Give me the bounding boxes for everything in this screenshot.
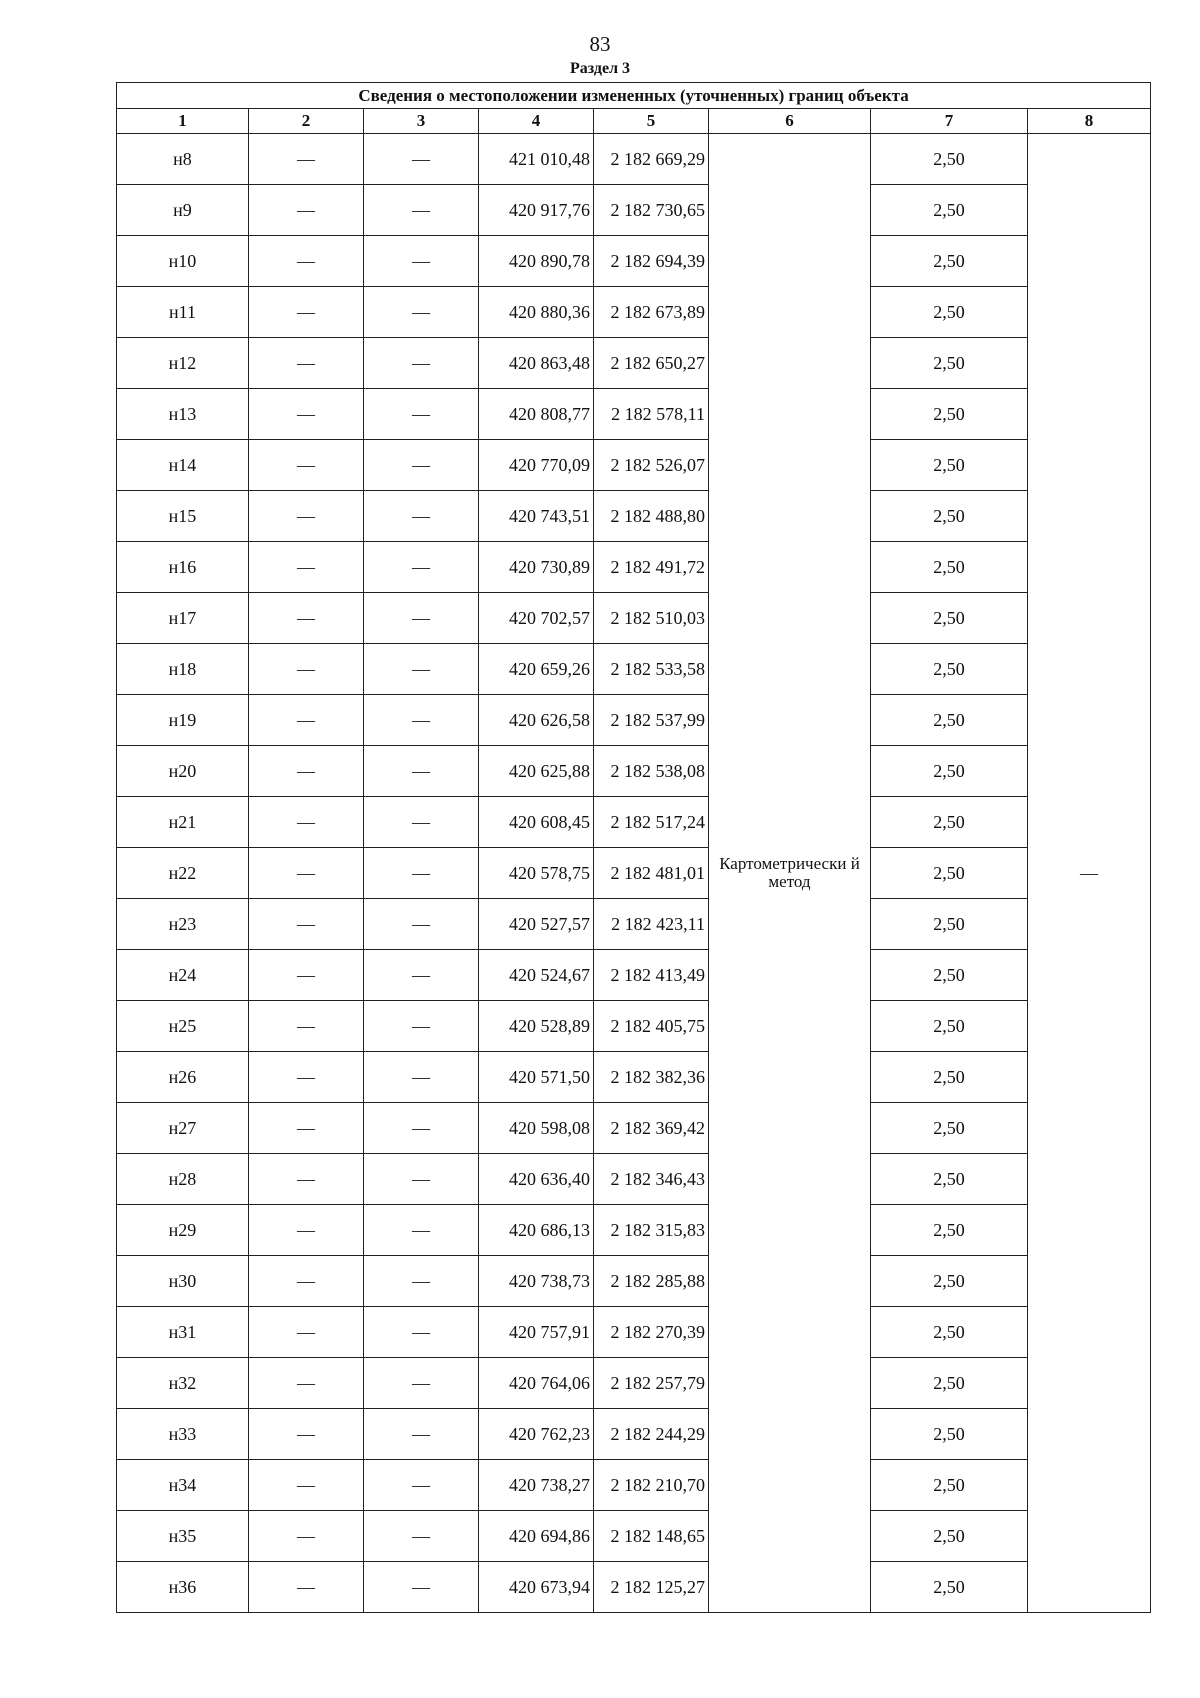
accuracy-cell: 2,50 bbox=[871, 134, 1028, 185]
coord-y-cell: 2 182 148,65 bbox=[594, 1511, 709, 1562]
point-name-cell: н8 bbox=[117, 134, 249, 185]
col2-cell: — bbox=[249, 1358, 364, 1409]
col3-cell: — bbox=[364, 134, 479, 185]
col2-cell: — bbox=[249, 899, 364, 950]
accuracy-cell: 2,50 bbox=[871, 1358, 1028, 1409]
accuracy-cell: 2,50 bbox=[871, 746, 1028, 797]
accuracy-cell: 2,50 bbox=[871, 695, 1028, 746]
col3-cell: — bbox=[364, 1205, 479, 1256]
coord-y-cell: 2 182 257,79 bbox=[594, 1358, 709, 1409]
table-row bbox=[117, 389, 1151, 440]
accuracy-cell: 2,50 bbox=[871, 440, 1028, 491]
coord-y-cell: 2 182 510,03 bbox=[594, 593, 709, 644]
col3-cell: — bbox=[364, 1052, 479, 1103]
coord-x-cell: 420 694,86 bbox=[479, 1511, 594, 1562]
col2-cell: — bbox=[249, 287, 364, 338]
coord-x-cell: 420 636,40 bbox=[479, 1154, 594, 1205]
header-cell: 7 bbox=[871, 109, 1028, 134]
point-name-cell: н20 bbox=[117, 746, 249, 797]
col2-cell: — bbox=[249, 1460, 364, 1511]
table-row bbox=[117, 1001, 1151, 1052]
coord-y-cell: 2 182 491,72 bbox=[594, 542, 709, 593]
coord-y-cell: 2 182 244,29 bbox=[594, 1409, 709, 1460]
accuracy-cell: 2,50 bbox=[871, 644, 1028, 695]
accuracy-cell: 2,50 bbox=[871, 1001, 1028, 1052]
point-name-cell: н35 bbox=[117, 1511, 249, 1562]
col2-cell: — bbox=[249, 644, 364, 695]
header-cell: 8 bbox=[1028, 109, 1151, 134]
coord-y-cell: 2 182 488,80 bbox=[594, 491, 709, 542]
table-row bbox=[117, 1154, 1151, 1205]
accuracy-cell: 2,50 bbox=[871, 1409, 1028, 1460]
point-name-cell: н9 bbox=[117, 185, 249, 236]
table-row bbox=[117, 593, 1151, 644]
col2-cell: — bbox=[249, 440, 364, 491]
col3-cell: — bbox=[364, 797, 479, 848]
point-name-cell: н25 bbox=[117, 1001, 249, 1052]
col3-cell: — bbox=[364, 389, 479, 440]
coord-y-cell: 2 182 650,27 bbox=[594, 338, 709, 389]
accuracy-cell: 2,50 bbox=[871, 1460, 1028, 1511]
accuracy-cell: 2,50 bbox=[871, 797, 1028, 848]
col2-cell: — bbox=[249, 1307, 364, 1358]
point-name-cell: н28 bbox=[117, 1154, 249, 1205]
header-cell: 3 bbox=[364, 109, 479, 134]
point-name-cell: н19 bbox=[117, 695, 249, 746]
coord-y-cell: 2 182 125,27 bbox=[594, 1562, 709, 1613]
point-name-cell: н16 bbox=[117, 542, 249, 593]
table-row bbox=[117, 1460, 1151, 1511]
coord-y-cell: 2 182 423,11 bbox=[594, 899, 709, 950]
col3-cell: — bbox=[364, 440, 479, 491]
coord-y-cell: 2 182 694,39 bbox=[594, 236, 709, 287]
coord-y-cell: 2 182 413,49 bbox=[594, 950, 709, 1001]
header-cell: 2 bbox=[249, 109, 364, 134]
coord-y-cell: 2 182 669,29 bbox=[594, 134, 709, 185]
col2-cell: — bbox=[249, 338, 364, 389]
coord-y-cell: 2 182 481,01 bbox=[594, 848, 709, 899]
table-row bbox=[117, 746, 1151, 797]
table-row bbox=[117, 848, 1151, 899]
col2-cell: — bbox=[249, 593, 364, 644]
coord-y-cell: 2 182 210,70 bbox=[594, 1460, 709, 1511]
col2-cell: — bbox=[249, 1562, 364, 1613]
col8-cell: — bbox=[1028, 134, 1151, 1613]
table-row bbox=[117, 1052, 1151, 1103]
accuracy-cell: 2,50 bbox=[871, 1103, 1028, 1154]
col3-cell: — bbox=[364, 491, 479, 542]
accuracy-cell: 2,50 bbox=[871, 950, 1028, 1001]
col3-cell: — bbox=[364, 1460, 479, 1511]
accuracy-cell: 2,50 bbox=[871, 1052, 1028, 1103]
table-row bbox=[117, 236, 1151, 287]
col3-cell: — bbox=[364, 1154, 479, 1205]
coord-x-cell: 420 626,58 bbox=[479, 695, 594, 746]
coord-y-cell: 2 182 673,89 bbox=[594, 287, 709, 338]
point-name-cell: н15 bbox=[117, 491, 249, 542]
accuracy-cell: 2,50 bbox=[871, 1154, 1028, 1205]
coord-y-cell: 2 182 285,88 bbox=[594, 1256, 709, 1307]
col3-cell: — bbox=[364, 746, 479, 797]
table-row bbox=[117, 950, 1151, 1001]
point-name-cell: н31 bbox=[117, 1307, 249, 1358]
coord-y-cell: 2 182 517,24 bbox=[594, 797, 709, 848]
point-name-cell: н36 bbox=[117, 1562, 249, 1613]
col3-cell: — bbox=[364, 1256, 479, 1307]
coord-x-cell: 420 917,76 bbox=[479, 185, 594, 236]
col3-cell: — bbox=[364, 1001, 479, 1052]
col2-cell: — bbox=[249, 746, 364, 797]
accuracy-cell: 2,50 bbox=[871, 491, 1028, 542]
table-row bbox=[117, 134, 1151, 185]
coord-y-cell: 2 182 526,07 bbox=[594, 440, 709, 491]
coord-x-cell: 420 863,48 bbox=[479, 338, 594, 389]
coord-x-cell: 420 764,06 bbox=[479, 1358, 594, 1409]
accuracy-cell: 2,50 bbox=[871, 236, 1028, 287]
table-row bbox=[117, 1256, 1151, 1307]
col3-cell: — bbox=[364, 236, 479, 287]
col3-cell: — bbox=[364, 1562, 479, 1613]
coord-x-cell: 420 524,67 bbox=[479, 950, 594, 1001]
coord-x-cell: 420 738,27 bbox=[479, 1460, 594, 1511]
col2-cell: — bbox=[249, 1052, 364, 1103]
point-name-cell: н22 bbox=[117, 848, 249, 899]
col3-cell: — bbox=[364, 287, 479, 338]
accuracy-cell: 2,50 bbox=[871, 185, 1028, 236]
col3-cell: — bbox=[364, 1103, 479, 1154]
col3-cell: — bbox=[364, 848, 479, 899]
coord-x-cell: 420 686,13 bbox=[479, 1205, 594, 1256]
coord-x-cell: 420 528,89 bbox=[479, 1001, 594, 1052]
col2-cell: — bbox=[249, 185, 364, 236]
table-row bbox=[117, 644, 1151, 695]
col3-cell: — bbox=[364, 1511, 479, 1562]
point-name-cell: н18 bbox=[117, 644, 249, 695]
method-cell: Картометрически й метод bbox=[709, 134, 871, 1613]
col3-cell: — bbox=[364, 542, 479, 593]
col3-cell: — bbox=[364, 1358, 479, 1409]
point-name-cell: н29 bbox=[117, 1205, 249, 1256]
coord-x-cell: 420 673,94 bbox=[479, 1562, 594, 1613]
col2-cell: — bbox=[249, 1103, 364, 1154]
col2-cell: — bbox=[249, 1511, 364, 1562]
coord-x-cell: 421 010,48 bbox=[479, 134, 594, 185]
point-name-cell: н10 bbox=[117, 236, 249, 287]
point-name-cell: н21 bbox=[117, 797, 249, 848]
point-name-cell: н24 bbox=[117, 950, 249, 1001]
coord-y-cell: 2 182 533,58 bbox=[594, 644, 709, 695]
col3-cell: — bbox=[364, 899, 479, 950]
accuracy-cell: 2,50 bbox=[871, 593, 1028, 644]
col2-cell: — bbox=[249, 1001, 364, 1052]
point-name-cell: н30 bbox=[117, 1256, 249, 1307]
coord-x-cell: 420 880,36 bbox=[479, 287, 594, 338]
col3-cell: — bbox=[364, 644, 479, 695]
coord-y-cell: 2 182 730,65 bbox=[594, 185, 709, 236]
accuracy-cell: 2,50 bbox=[871, 1256, 1028, 1307]
table-row bbox=[117, 1409, 1151, 1460]
accuracy-cell: 2,50 bbox=[871, 1511, 1028, 1562]
point-name-cell: н27 bbox=[117, 1103, 249, 1154]
col2-cell: — bbox=[249, 1205, 364, 1256]
coord-x-cell: 420 770,09 bbox=[479, 440, 594, 491]
col3-cell: — bbox=[364, 1409, 479, 1460]
table-header-row bbox=[117, 109, 1151, 134]
col2-cell: — bbox=[249, 1256, 364, 1307]
point-name-cell: н12 bbox=[117, 338, 249, 389]
table-row bbox=[117, 491, 1151, 542]
table-body bbox=[117, 83, 1151, 1613]
col2-cell: — bbox=[249, 134, 364, 185]
accuracy-cell: 2,50 bbox=[871, 899, 1028, 950]
table-row bbox=[117, 185, 1151, 236]
coord-x-cell: 420 608,45 bbox=[479, 797, 594, 848]
coord-x-cell: 420 743,51 bbox=[479, 491, 594, 542]
point-name-cell: н14 bbox=[117, 440, 249, 491]
point-name-cell: н26 bbox=[117, 1052, 249, 1103]
coord-x-cell: 420 738,73 bbox=[479, 1256, 594, 1307]
col2-cell: — bbox=[249, 389, 364, 440]
table-row bbox=[117, 695, 1151, 746]
coord-x-cell: 420 762,23 bbox=[479, 1409, 594, 1460]
table-row bbox=[117, 440, 1151, 491]
table-row bbox=[117, 1205, 1151, 1256]
point-name-cell: н17 bbox=[117, 593, 249, 644]
table-row bbox=[117, 1307, 1151, 1358]
table-row bbox=[117, 1103, 1151, 1154]
col3-cell: — bbox=[364, 950, 479, 1001]
col2-cell: — bbox=[249, 695, 364, 746]
point-name-cell: н32 bbox=[117, 1358, 249, 1409]
table-row bbox=[117, 899, 1151, 950]
col3-cell: — bbox=[364, 593, 479, 644]
coord-y-cell: 2 182 405,75 bbox=[594, 1001, 709, 1052]
point-name-cell: н11 bbox=[117, 287, 249, 338]
col3-cell: — bbox=[364, 338, 479, 389]
header-cell: 4 bbox=[479, 109, 594, 134]
coord-y-cell: 2 182 538,08 bbox=[594, 746, 709, 797]
col2-cell: — bbox=[249, 848, 364, 899]
table-caption: Сведения о местоположении измененных (уточненных) границ объекта bbox=[117, 83, 1151, 109]
col2-cell: — bbox=[249, 797, 364, 848]
boundary-coordinates-table bbox=[116, 82, 1151, 1613]
accuracy-cell: 2,50 bbox=[871, 338, 1028, 389]
coord-x-cell: 420 527,57 bbox=[479, 899, 594, 950]
coord-x-cell: 420 571,50 bbox=[479, 1052, 594, 1103]
accuracy-cell: 2,50 bbox=[871, 1307, 1028, 1358]
col2-cell: — bbox=[249, 1154, 364, 1205]
coord-x-cell: 420 730,89 bbox=[479, 542, 594, 593]
coord-x-cell: 420 757,91 bbox=[479, 1307, 594, 1358]
table-row bbox=[117, 542, 1151, 593]
coord-y-cell: 2 182 270,39 bbox=[594, 1307, 709, 1358]
table-row bbox=[117, 797, 1151, 848]
coord-x-cell: 420 890,78 bbox=[479, 236, 594, 287]
accuracy-cell: 2,50 bbox=[871, 848, 1028, 899]
point-name-cell: н33 bbox=[117, 1409, 249, 1460]
accuracy-cell: 2,50 bbox=[871, 389, 1028, 440]
accuracy-cell: 2,50 bbox=[871, 1205, 1028, 1256]
coord-x-cell: 420 659,26 bbox=[479, 644, 594, 695]
table-caption-row bbox=[117, 83, 1151, 109]
page-number: 83 bbox=[589, 32, 611, 56]
coord-x-cell: 420 702,57 bbox=[479, 593, 594, 644]
coord-y-cell: 2 182 315,83 bbox=[594, 1205, 709, 1256]
coord-x-cell: 420 598,08 bbox=[479, 1103, 594, 1154]
col3-cell: — bbox=[364, 1307, 479, 1358]
accuracy-cell: 2,50 bbox=[871, 1562, 1028, 1613]
header-cell: 6 bbox=[709, 109, 871, 134]
col3-cell: — bbox=[364, 185, 479, 236]
accuracy-cell: 2,50 bbox=[871, 542, 1028, 593]
col2-cell: — bbox=[249, 950, 364, 1001]
header-cell: 1 bbox=[117, 109, 249, 134]
table-row bbox=[117, 1511, 1151, 1562]
col2-cell: — bbox=[249, 1409, 364, 1460]
coord-y-cell: 2 182 382,36 bbox=[594, 1052, 709, 1103]
point-name-cell: н34 bbox=[117, 1460, 249, 1511]
col3-cell: — bbox=[364, 695, 479, 746]
coord-x-cell: 420 808,77 bbox=[479, 389, 594, 440]
coord-x-cell: 420 625,88 bbox=[479, 746, 594, 797]
col2-cell: — bbox=[249, 542, 364, 593]
section-title: Раздел 3 bbox=[569, 60, 631, 77]
col2-cell: — bbox=[249, 236, 364, 287]
point-name-cell: н13 bbox=[117, 389, 249, 440]
accuracy-cell: 2,50 bbox=[871, 287, 1028, 338]
table-row bbox=[117, 1358, 1151, 1409]
coord-y-cell: 2 182 369,42 bbox=[594, 1103, 709, 1154]
coord-y-cell: 2 182 537,99 bbox=[594, 695, 709, 746]
coord-y-cell: 2 182 578,11 bbox=[594, 389, 709, 440]
col2-cell: — bbox=[249, 491, 364, 542]
coord-x-cell: 420 578,75 bbox=[479, 848, 594, 899]
table-row bbox=[117, 1562, 1151, 1613]
coord-y-cell: 2 182 346,43 bbox=[594, 1154, 709, 1205]
point-name-cell: н23 bbox=[117, 899, 249, 950]
table-row bbox=[117, 287, 1151, 338]
table-row bbox=[117, 338, 1151, 389]
header-cell: 5 bbox=[594, 109, 709, 134]
